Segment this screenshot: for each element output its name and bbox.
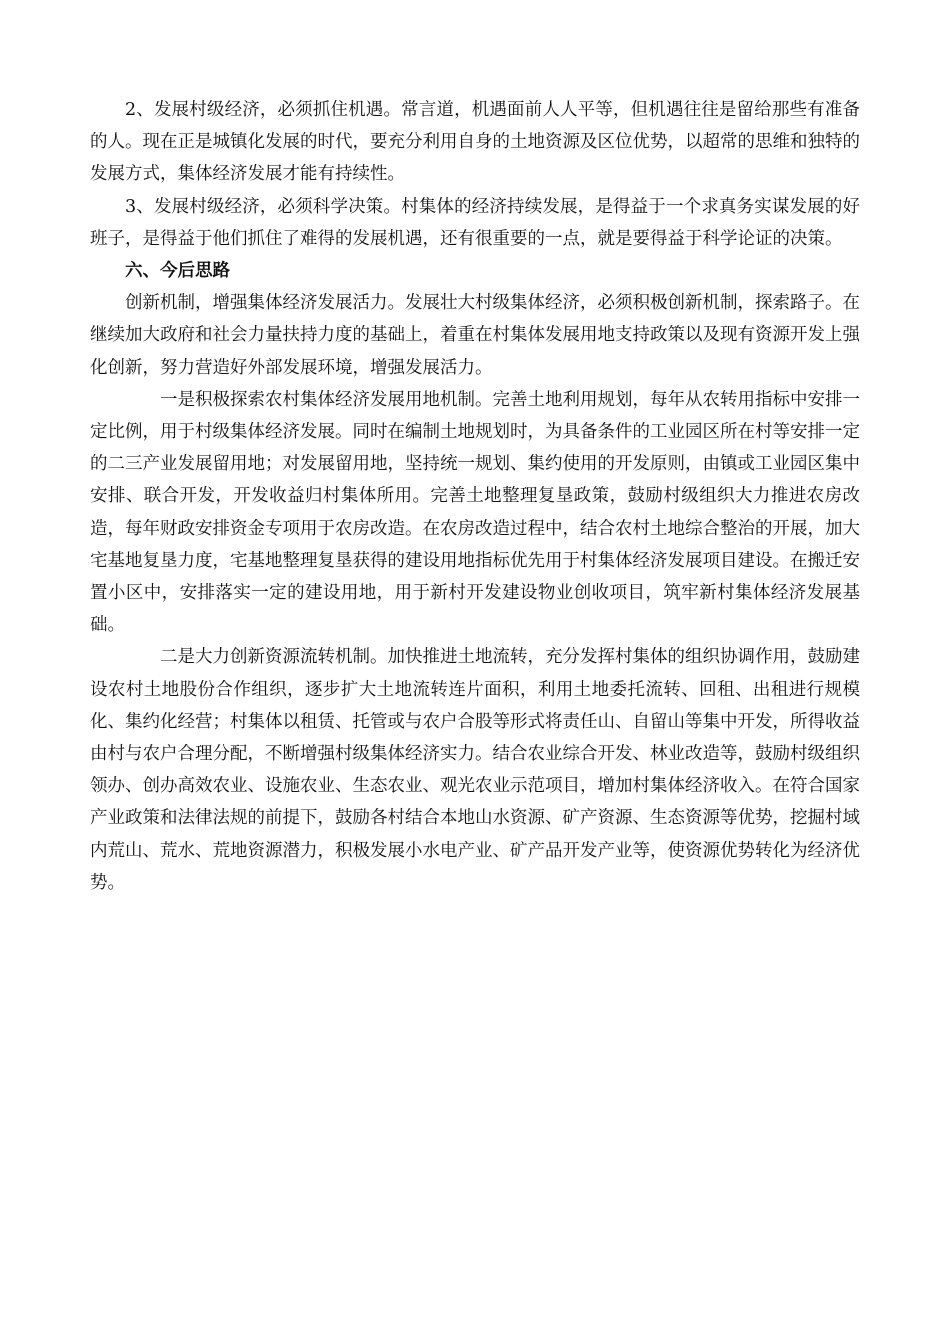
section-heading-future-ideas: 六、今后思路 <box>125 261 230 282</box>
paragraph-innovation-mechanism: 创新机制，增强集体经济发展活力。发展壮大村级集体经济，必须积极创新机制，探索路子。在继续加大政府和社会力量扶持力度的基础上，着重在村集体发展用地支持政策以及现有资源开发上强化创新，努力营造好外部发展环境，增强发展活力。 <box>90 293 860 378</box>
paragraph-land-use-mechanism: 一是积极探索农村集体经济发展用地机制。完善土地利用规划，每年从农转用指标中安排一定比例，用于村级集体经济发展。同时在编制土地规划时，为具备条件的工业园区所在村等安排一定的二三产业发展留用地；对发展留用地，坚持统一规划、集约使用的开发原则，由镇或工业园区集中安排、联合开发，开发收益归村集体所用。完善土地整理复垦政策，鼓励村级组织大力推进农房改造，每年财政安排资金专项用于农房改造。在农房改造过程中，结合农村土地综合整治的开展，加大宅基地复垦力度，宅基地整理复垦获得的建设用地指标优先用于村集体经济发展项目建设。在搬迁安置小区中，安排落实一定的建设用地，用于新村开发建设物业创收项目，筑牢新村集体经济发展基础。 <box>90 389 860 636</box>
document-body <box>90 94 860 899</box>
paragraph-resource-transfer-mechanism: 二是大力创新资源流转机制。加快推进土地流转，充分发挥村集体的组织协调作用，鼓励建设农村土地股份合作组织，逐步扩大土地流转连片面积，利用土地委托流转、回租、出租进行规模化、集约化经营；村集体以租赁、托管或与农户合股等形式将责任山、自留山等集中开发，所得收益由村与农户合理分配，不断增强村级集体经济实力。结合农业综合开发、林业改造等，鼓励村级组织领办、创办高效农业、设施农业、生态农业、观光农业示范项目，增加村集体经济收入。在符合国家产业政策和法律法规的前提下，鼓励各村结合本地山水资源、矿产资源、生态资源等优势，挖掘村域内荒山、荒水、荒地资源潜力，积极发展小水电产业、矿产品开发产业等，使资源优势转化为经济优势。 <box>90 647 860 893</box>
paragraph-scientific-decision: 3、发展村级经济，必须科学决策。村集体的经济持续发展，是得益于一个求真务实谋发展的好班子，是得益于他们抓住了难得的发展机遇，还有很重要的一点，就是要得益于科学论证的决策。 <box>90 196 860 249</box>
paragraph-seize-opportunity: 2、发展村级经济，必须抓住机遇。常言道，机遇面前人人平等，但机遇往往是留给那些有准备的人。现在正是城镇化发展的时代，要充分利用自身的土地资源及区位优势，以超常的思维和独特的发展方式，集体经济发展才能有持续性。 <box>90 100 860 185</box>
